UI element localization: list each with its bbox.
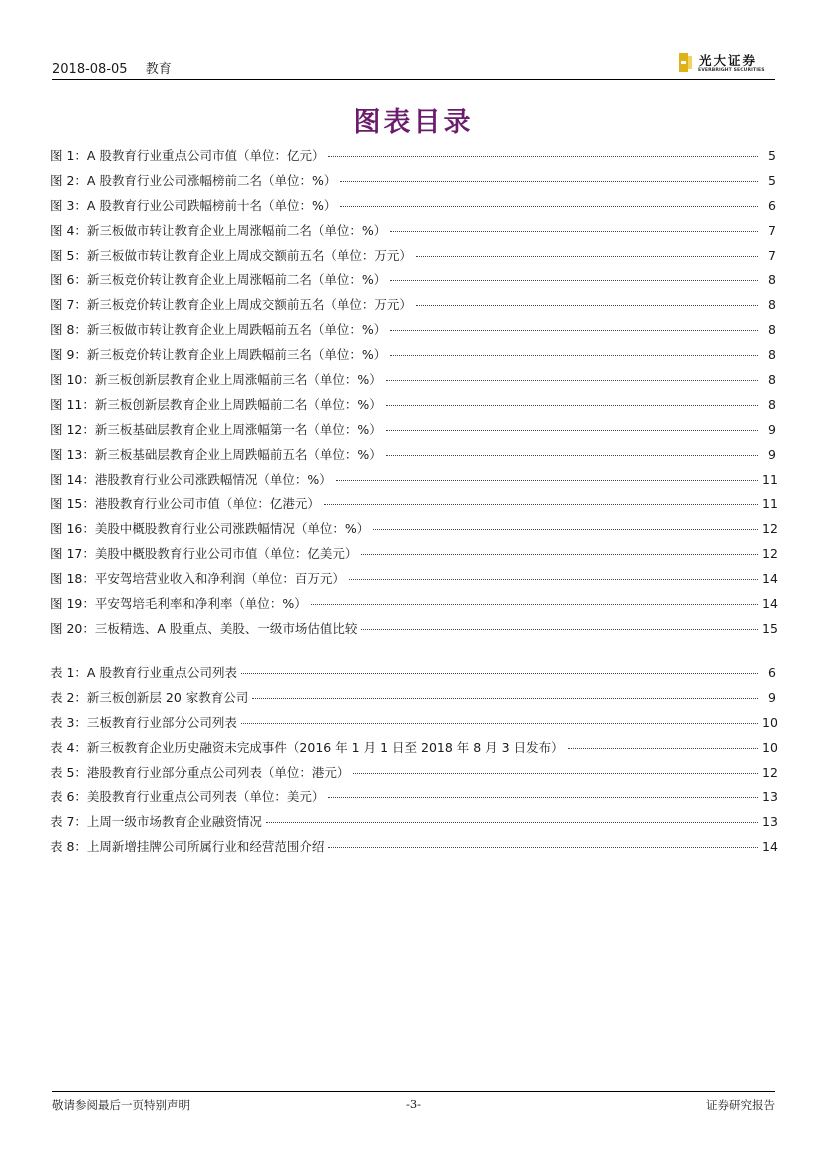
figure-toc-entry[interactable] (50, 270, 776, 295)
toc-page-number: 14 (762, 839, 778, 855)
figure-toc-entry[interactable] (50, 320, 776, 345)
toc-entry-title: 图 11：新三板创新层教育企业上周跌幅前二名（单位：%） (50, 396, 382, 412)
toc-entry-title: 图 9：新三板竞价转让教育企业上周跌幅前三名（单位：%） (50, 347, 387, 363)
toc-entry-title: 图 2：A 股教育行业公司涨幅榜前二名（单位：%） (50, 172, 337, 188)
dot-leader (311, 604, 758, 605)
toc-page-number: 15 (762, 620, 778, 636)
dot-leader (390, 280, 758, 281)
figure-toc-entry[interactable] (50, 519, 776, 544)
toc-page-number: 11 (762, 496, 778, 512)
figure-toc-entry[interactable] (50, 171, 776, 196)
toc-entry-title: 图 1：A 股教育行业重点公司市值（单位：亿元） (50, 148, 325, 163)
logo-mark-icon (679, 53, 692, 72)
dot-leader (266, 822, 758, 823)
dot-leader (373, 529, 758, 530)
toc-entry-title: 表 5：港股教育行业部分重点公司列表（单位：港元） (50, 764, 350, 780)
toc-page-number: 9 (768, 689, 776, 705)
dot-leader (328, 797, 758, 798)
dot-leader (386, 430, 758, 431)
dot-leader (386, 455, 758, 456)
toc-page-number: 7 (768, 247, 776, 263)
toc-page-number: 12 (762, 521, 778, 537)
figure-toc-entry[interactable] (50, 420, 776, 445)
toc-entry-title: 表 6：美股教育行业重点公司列表（单位：美元） (50, 789, 325, 805)
table-toc-entry[interactable] (50, 812, 776, 837)
toc-entry-title: 图 18：平安驾培营业收入和净利润（单位：百万元） (50, 571, 345, 587)
figure-toc-entry[interactable] (50, 221, 776, 246)
toc-page-number: 14 (762, 596, 778, 612)
figure-toc-entry[interactable] (50, 345, 776, 370)
dot-leader (416, 256, 758, 257)
toc-entry-title: 图 10：新三板创新层教育企业上周涨幅前三名（单位：%） (50, 372, 382, 388)
page-title: 图表目录 (353, 107, 474, 138)
toc-entry-title: 图 4：新三板做市转让教育企业上周涨幅前二名（单位：%） (50, 222, 387, 238)
dot-leader (353, 773, 758, 774)
dot-leader (252, 698, 758, 699)
dot-leader (328, 847, 758, 848)
toc-entry-title: 图 7：新三板竞价转让教育企业上周成交额前五名（单位：万元） (50, 297, 412, 313)
report-type: 证券研究报告 (706, 1098, 775, 1112)
figure-toc-entry[interactable] (50, 544, 776, 569)
figure-list (50, 146, 776, 644)
toc-page-number: 9 (768, 421, 776, 437)
logo-english-name: EVERBRIGHT SECURITIES (698, 68, 765, 73)
toc-entry-title: 表 1：A 股教育行业重点公司列表 (50, 665, 237, 680)
toc-entry-title: 表 2：新三板创新层 20 家教育公司 (50, 689, 249, 705)
toc-page-number: 8 (768, 322, 776, 338)
figure-toc-entry[interactable] (50, 295, 776, 320)
figure-toc-entry[interactable] (50, 370, 776, 395)
figure-toc-entry[interactable] (50, 246, 776, 271)
dot-leader (340, 181, 758, 182)
toc-page-number: 6 (768, 197, 776, 213)
table-toc-entry[interactable] (50, 763, 776, 788)
toc-entry-title: 表 3：三板教育行业部分公司列表 (50, 714, 237, 730)
toc-page-number: 12 (762, 764, 778, 780)
toc-page-number: 12 (762, 546, 778, 562)
toc-entry-title: 图 19：平安驾培毛利率和净利率（单位：%） (50, 596, 307, 612)
table-toc-entry[interactable] (50, 738, 776, 763)
toc-page-number: 7 (768, 222, 776, 238)
figure-toc-entry[interactable] (50, 146, 776, 171)
figure-toc-entry[interactable] (50, 196, 776, 221)
toc-page-number: 6 (768, 665, 776, 680)
dot-leader (336, 480, 758, 481)
toc-page-number: 8 (768, 272, 776, 288)
dot-leader (361, 629, 758, 630)
report-category: 教育 (145, 62, 172, 77)
toc-entry-title: 表 4：新三板教育企业历史融资未完成事件（2016 年 1 月 1 日至 2018 年 8 月 3 日发布） (50, 739, 564, 755)
toc-entry-title: 图 13：新三板基础层教育企业上周跌幅前五名（单位：%） (50, 446, 382, 462)
header-divider (52, 79, 775, 80)
toc-page-number: 8 (768, 297, 776, 313)
dot-leader (568, 748, 758, 749)
figure-toc-entry[interactable] (50, 445, 776, 470)
toc-page-number: 10 (762, 714, 778, 730)
dot-leader (390, 355, 758, 356)
figure-toc-entry[interactable] (50, 395, 776, 420)
toc-page-number: 11 (762, 471, 778, 487)
toc-page-number: 5 (768, 172, 776, 188)
dot-leader (386, 405, 758, 406)
toc-entry-title: 图 12：新三板基础层教育企业上周涨幅第一名（单位：%） (50, 421, 382, 437)
dot-leader (390, 330, 758, 331)
dot-leader (416, 305, 758, 306)
figure-toc-entry[interactable] (50, 494, 776, 519)
toc-page-number: 10 (762, 739, 778, 755)
table-toc-entry[interactable] (50, 663, 776, 688)
toc-entry-title: 图 14：港股教育行业公司涨跌幅情况（单位：%） (50, 471, 332, 487)
page-header (52, 50, 775, 80)
logo-chinese-name: 光大证券 (699, 53, 758, 68)
figure-toc-entry[interactable] (50, 594, 776, 619)
toc-page-number: 8 (768, 347, 776, 363)
toc-entry-title: 图 8：新三板做市转让教育企业上周跌幅前五名（单位：%） (50, 322, 387, 338)
toc-entry-title: 图 17：美股中概股教育行业公司市值（单位：亿美元） (50, 546, 358, 562)
toc-page-number: 9 (768, 446, 776, 462)
dot-leader (328, 156, 758, 157)
page-footer (52, 1097, 775, 1115)
report-date: 2018-08-05 (52, 62, 128, 77)
toc-entry-title: 图 3：A 股教育行业公司跌幅榜前十名（单位：%） (50, 197, 337, 213)
dot-leader (390, 231, 758, 232)
dot-leader (386, 380, 758, 381)
figure-toc-entry[interactable] (50, 619, 776, 644)
table-toc-entry[interactable] (50, 837, 776, 862)
table-toc-entry[interactable] (50, 688, 776, 713)
disclaimer-note: 敬请参阅最后一页特别声明 (52, 1098, 190, 1112)
toc-page-number: 13 (762, 789, 778, 805)
table-list (50, 663, 776, 862)
table-toc-entry[interactable] (50, 713, 776, 738)
dot-leader (349, 579, 758, 580)
toc-entry-title: 表 8：上周新增挂牌公司所属行业和经营范围介绍 (50, 839, 325, 855)
toc-entry-title: 表 7：上周一级市场教育企业融资情况 (50, 814, 262, 830)
header-info (52, 58, 172, 77)
footer-divider (52, 1091, 775, 1092)
figure-toc-entry[interactable] (50, 470, 776, 495)
toc-page-number: 14 (762, 571, 778, 587)
toc-page-number: 13 (762, 814, 778, 830)
company-logo (679, 50, 775, 78)
toc-entry-title: 图 16：美股中概股教育行业公司涨跌幅情况（单位：%） (50, 521, 370, 537)
dot-leader (340, 206, 758, 207)
toc-entry-title: 图 15：港股教育行业公司市值（单位：亿港元） (50, 496, 320, 512)
dot-leader (241, 673, 758, 674)
toc-page-number: 5 (768, 148, 776, 163)
toc-entry-title: 图 5：新三板做市转让教育企业上周成交额前五名（单位：万元） (50, 247, 412, 263)
dot-leader (324, 504, 758, 505)
figure-toc-entry[interactable] (50, 569, 776, 594)
toc-entry-title: 图 20：三板精选、A 股重点、美股、一级市场估值比较 (50, 620, 358, 636)
page-number: -3- (405, 1097, 422, 1111)
dot-leader (361, 554, 758, 555)
toc-page-number: 8 (768, 396, 776, 412)
toc-page-number: 8 (768, 372, 776, 388)
toc-entry-title: 图 6：新三板竞价转让教育企业上周涨幅前二名（单位：%） (50, 272, 387, 288)
table-toc-entry[interactable] (50, 787, 776, 812)
dot-leader (241, 723, 758, 724)
